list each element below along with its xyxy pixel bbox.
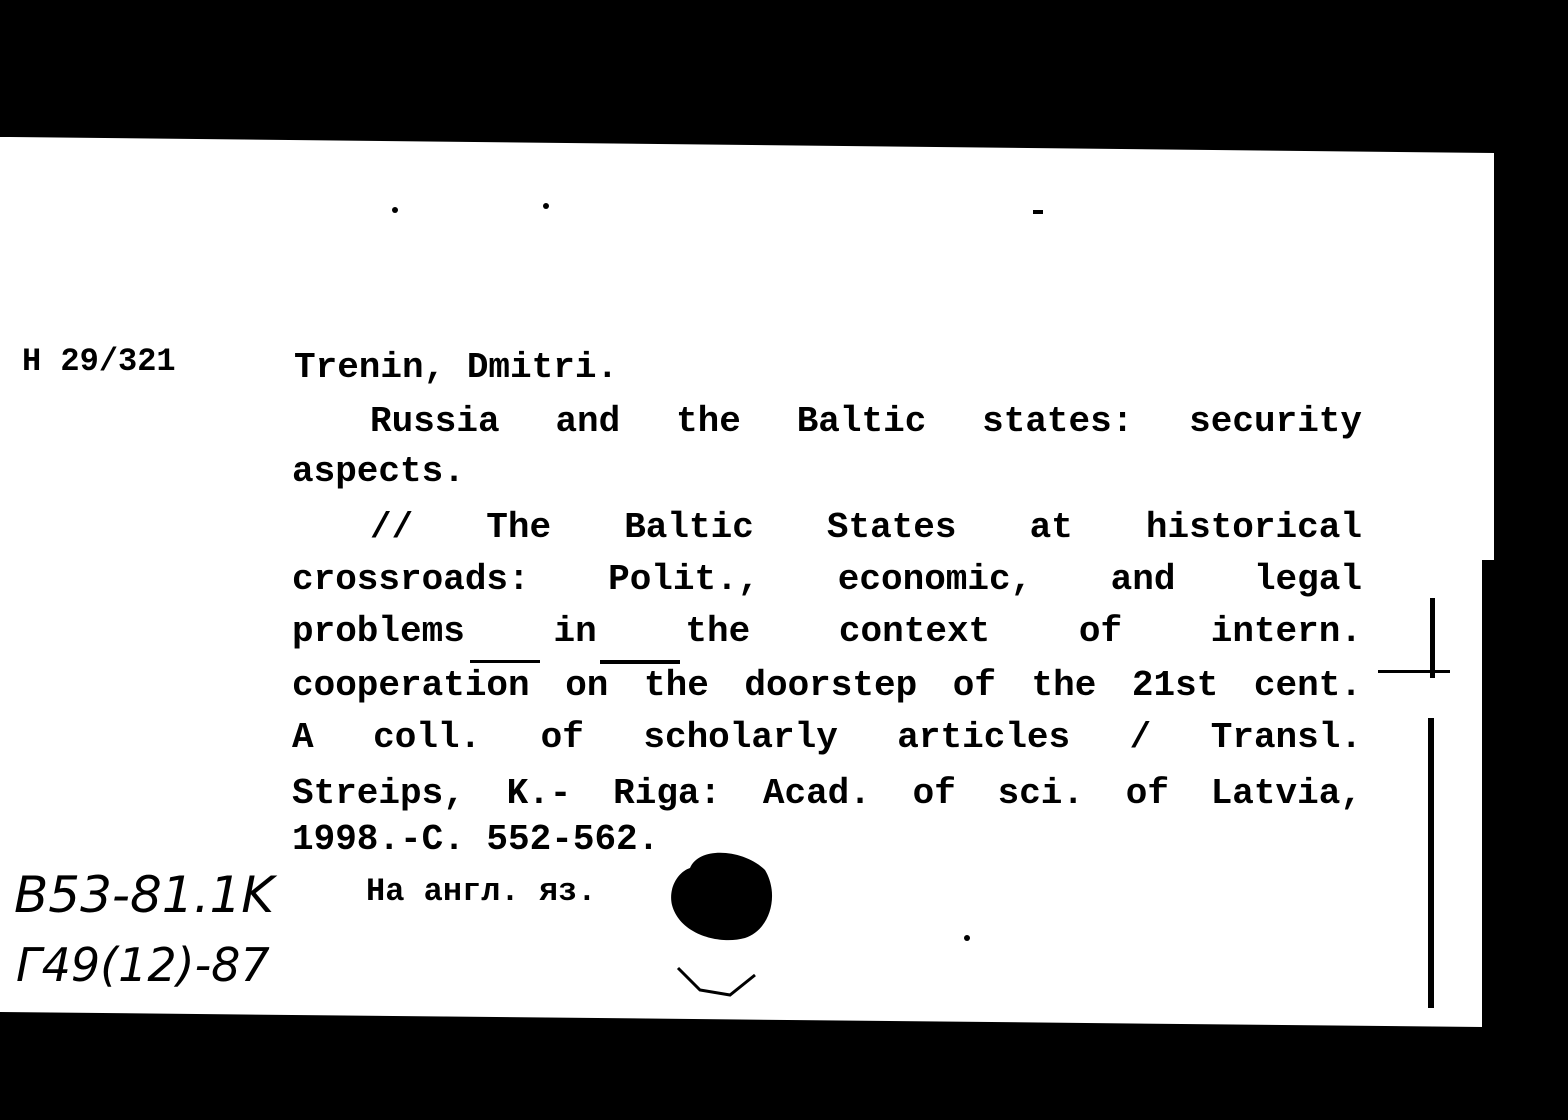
word: on [565,665,609,706]
word: problems [292,611,465,652]
word: the [643,665,709,706]
word: the [676,401,741,442]
word: doorstep [744,665,918,706]
word: Latvia, [1210,773,1362,814]
speck [1033,210,1043,214]
word: A [292,717,314,758]
word: historical [1145,507,1362,548]
speck [543,203,549,209]
word: cent. [1253,665,1362,706]
word: the [1031,665,1097,706]
word: and [1110,559,1176,600]
word: sci. [997,773,1085,814]
word: scholarly [643,717,838,758]
margin-line-mark [1378,670,1450,673]
word: / [1129,717,1152,758]
word: context [838,611,991,652]
margin-line-mark [1428,718,1434,1008]
word: of [540,717,584,758]
word: Transl. [1210,717,1362,758]
text-line [292,451,1362,492]
word: legal [1253,559,1362,600]
ink-smudge [600,660,680,664]
word: K.- [506,773,572,814]
word: Riga: [613,773,722,814]
word: at [1029,507,1073,548]
word: 21st [1131,665,1219,706]
text-line [292,717,1362,758]
word: Baltic [796,401,927,442]
word: of [1125,773,1169,814]
word: Acad. [762,773,871,814]
word: articles [897,717,1071,758]
ink-smudge [470,660,540,663]
text-line [292,819,1362,860]
text-line [292,611,1362,652]
word: aspects. [292,451,465,492]
word: coll. [373,717,482,758]
word: Streips, [292,773,465,814]
word: States [826,507,957,548]
word: intern. [1210,611,1362,652]
word: of [952,665,996,706]
speck [964,935,970,941]
word: Polit., [608,559,760,600]
word: economic, [837,559,1033,600]
word: and [555,401,621,442]
text-line [292,773,1362,814]
speck [392,207,398,213]
word: states: [982,401,1134,442]
call-number: Н 29/321 [22,343,176,380]
text-line [370,401,1362,442]
author-heading: Trenin, Dmitri. [294,347,619,388]
margin-line-mark [1430,598,1435,678]
word: of [912,773,956,814]
language-note: На англ. яз. [366,873,597,910]
word: the [685,611,751,652]
word: security [1189,401,1362,442]
word: cooperation [292,665,530,706]
word: Baltic [624,507,754,548]
word: Russia [370,401,500,442]
word: in [553,611,597,652]
word: of [1078,611,1123,652]
word: crossroads: [292,559,530,600]
word: The [486,507,552,548]
text-line [370,507,1362,548]
word: // [370,507,414,548]
text-line [292,665,1362,706]
handwritten-author-mark: Г49(12)-87 [16,938,270,992]
handwritten-classification: B53-81.1K [14,866,275,924]
text-line [292,559,1362,600]
word: 1998.-C. 552-562. [292,819,660,860]
